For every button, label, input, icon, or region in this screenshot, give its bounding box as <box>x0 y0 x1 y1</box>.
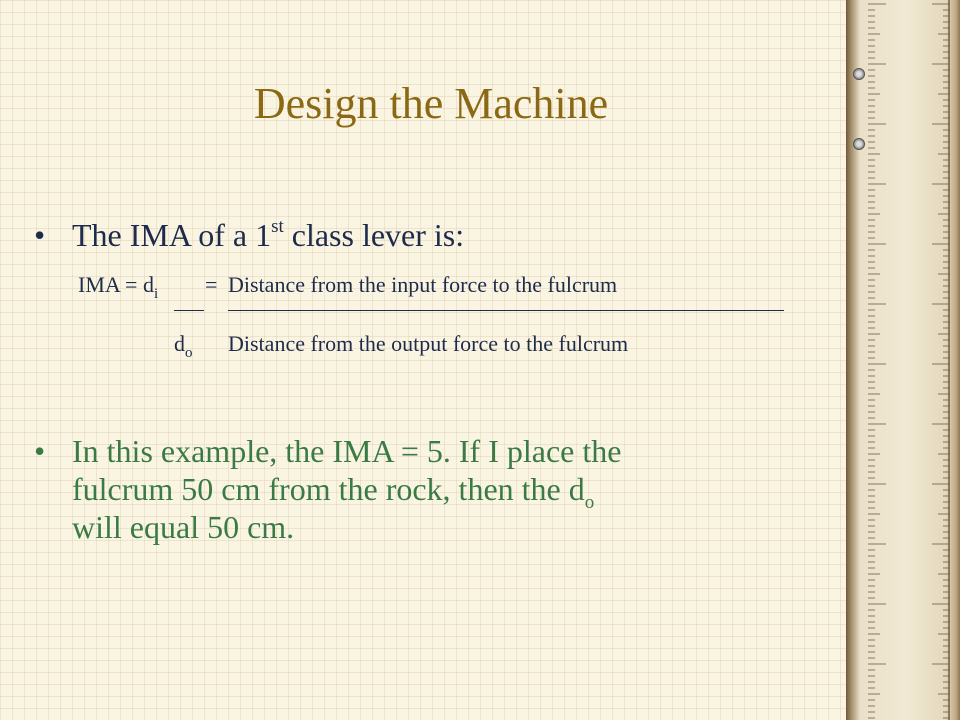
ruler-tick-marks <box>846 0 960 720</box>
bullet-dot: • <box>34 433 46 469</box>
ruler-decoration <box>846 0 960 720</box>
bullet-text: The IMA of a 1st class lever is: <box>72 216 465 253</box>
bullet-text: In this example, the IMA = 5. If I place the fulcrum 50 cm from the rock, then the $d_o$ will equal 50 cm. <box>72 433 622 545</box>
slide-title: Design the Machine <box>253 79 609 128</box>
formula-equals: = <box>205 272 218 297</box>
formula-denominator: Distance from the output force to the fulcrum <box>228 331 629 356</box>
screw-icon <box>853 138 865 150</box>
screw-icon <box>853 68 865 80</box>
formula-lhs: IMA = $d_i$ <box>78 272 159 302</box>
fraction-bar-right <box>228 310 784 311</box>
formula-denominator-symbol: $d_o$ <box>174 331 193 361</box>
fraction-bar-left <box>174 310 204 311</box>
ruler-edge-line <box>948 0 950 720</box>
bullet-dot: • <box>34 217 46 253</box>
formula-numerator: Distance from the input force to the fulcrum <box>228 272 618 297</box>
